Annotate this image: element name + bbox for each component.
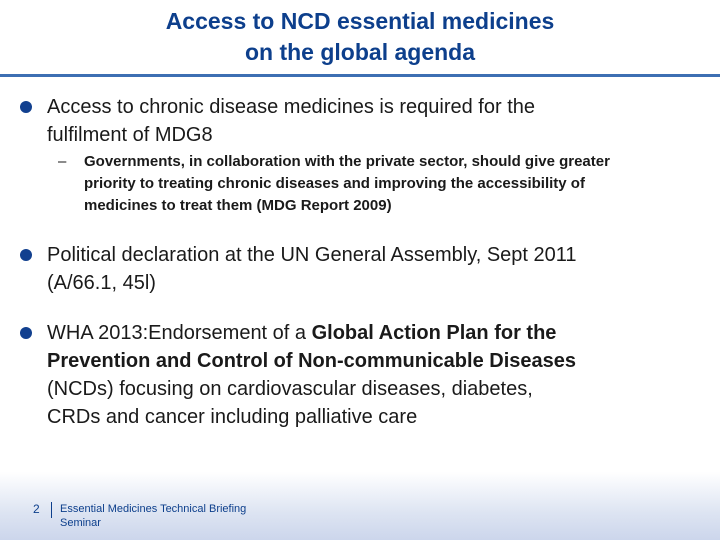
footer-divider [51, 502, 52, 518]
bullet-line [47, 347, 717, 375]
bullet-dot-icon [20, 249, 32, 261]
sub-bullet-line: priority to treating chronic diseases and improving the accessibility of [84, 175, 585, 192]
footer-text-line: Seminar [60, 517, 101, 529]
footer-text [60, 502, 320, 530]
bullet-line-bold: Global Action Plan for the [311, 322, 557, 344]
slide-title-line-1: Access to NCD essential medicines [165, 8, 555, 34]
bullet-dot-icon [20, 101, 32, 113]
bullet-line: (NCDs) focusing on cardiovascular diseases, diabetes, [47, 378, 533, 400]
bullet-line: fulfilment of MDG8 [47, 124, 213, 146]
bullet-line-bold: Prevention and Control of Non-communicable Diseases [47, 350, 576, 372]
page-number: 2 [33, 502, 40, 516]
bullet-dot-icon [20, 327, 32, 339]
bullet-line: Political declaration at the UN General Assembly, Sept 2011 [47, 244, 577, 266]
title-divider [0, 74, 720, 77]
dash-icon: – [58, 153, 67, 170]
slide-title [0, 6, 720, 68]
sub-bullet-line: Governments, in collaboration with the private sector, should give greater [84, 153, 610, 170]
bullet-line: (A/66.1, 45l) [47, 272, 156, 294]
slide-footer [0, 472, 720, 540]
sub-bullet-text [84, 151, 704, 217]
bullet-line: CRDs and cancer including palliative care [47, 406, 418, 428]
slide-title-line-2: on the global agenda [244, 39, 475, 65]
bullet-line: Access to chronic disease medicines is required for the [47, 96, 536, 118]
bullet-text [47, 319, 717, 431]
bullet-text [47, 93, 707, 149]
sub-bullet-line: medicines to treat them (MDG Report 2009) [84, 197, 392, 214]
bullet-line-plain: WHA 2013:Endorsement of a [47, 322, 312, 344]
footer-text-line: Essential Medicines Technical Briefing [60, 503, 247, 515]
bullet-text [47, 241, 717, 297]
bullet-line [47, 319, 717, 347]
